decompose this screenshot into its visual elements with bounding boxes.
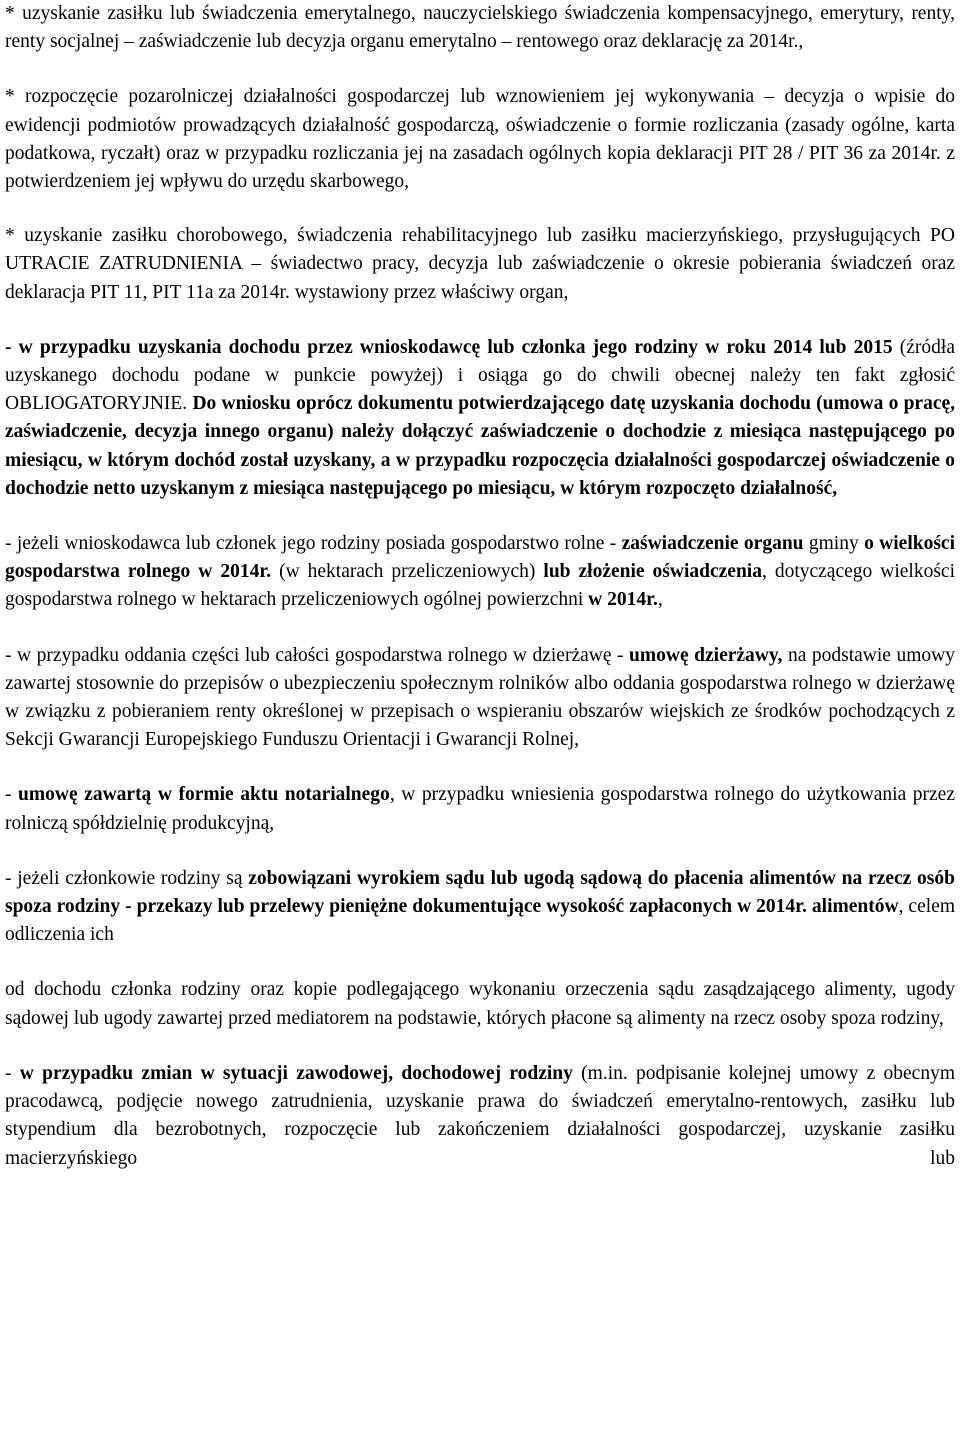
farm-text-1: - jeżeli wnioskodawca lub członek jego rodziny posiada gospodarstwo rolne - <box>5 533 622 555</box>
alimony-bold: zobowiązani wyrokiem sądu lub ugodą sądową do płacenia alimentów na rzecz osób spoza rodziny - przekazy lub przelewy pieniężne dokumentujące wysokość zapłaconych w 2014r. alimentów <box>5 867 955 918</box>
paragraph-sickness-benefit: * uzyskanie zasiłku chorobowego, świadczenia rehabilitacyjnego lub zasiłku macierzyńskiego, przysługujących PO UTRACIE ZATRUDNIENIA – świadectwo pracy, decyzja lub zaświadczenie o okresie pobierania świadczeń oraz deklaracja PIT 11, PIT 11a za 2014r. wystawiony przez właściwy organ, <box>5 225 955 303</box>
alimony-text-2: , celem odliczenia ich <box>5 896 955 946</box>
change-bold: w przypadku zmian w sytuacji zawodowej, dochodowej rodziny <box>19 1062 573 1084</box>
change-dash: - <box>5 1062 20 1084</box>
alimony-text-1: - jeżeli członkowie rodziny są <box>5 867 249 889</box>
notarial-text: , w przypadku wniesienia gospodarstwa rolnego do użytkowania przez rolniczą spółdzielnię produkcyjną, <box>5 784 955 834</box>
income-obtained-bold-intro: - w przypadku uzyskania dochodu przez wnioskodawcę lub członka jego rodziny w roku 2014 lub 2015 <box>5 336 893 358</box>
paragraph-pension-benefit: * uzyskanie zasiłku lub świadczenia emerytalnego, nauczycielskiego świadczenia kompensacyjnego, emerytury, renty, renty socjalnej – zaświadczenie lub decyzja organu emerytalno – rentowego oraz deklarację za 2014r., <box>5 3 955 53</box>
paragraph-lease <box>5 642 955 755</box>
lease-text-1: - w przypadku oddania części lub całości gospodarstwa rolnego w dzierżawę - <box>5 644 630 666</box>
farm-bold-2: o wielkości gospodarstwa rolnego w 2014r. <box>5 533 955 583</box>
farm-text-4: , dotyczącego wielkości gospodarstwa rolnego w hektarach przeliczeniowych ogólnej powierzchni <box>5 561 955 611</box>
income-obtained-note: (źródła uzyskanego dochodu podane w punkcie powyżej) i osiąga go do chwili obecnej należy ten fakt zgłosić OBLIOGATORYJNIE. <box>5 336 955 415</box>
farm-text-3: (w hektarach przeliczeniowych) <box>271 561 544 583</box>
farm-bold-4: w 2014r. <box>588 589 658 611</box>
notarial-dash: - <box>5 784 19 806</box>
paragraph-farm <box>5 530 955 615</box>
paragraph-alimony-deduction: od dochodu członka rodziny oraz kopie podlegającego wykonaniu orzeczenia sądu zasądzającego alimenty, ugody sądowej lub ugody zawartej przed mediatorem na podstawie, których płacone są alimenty na rzecz osoby spoza rodziny, <box>5 979 955 1029</box>
change-text: (m.in. podpisanie kolejnej umowy z obecnym pracodawcą, podjęcie nowego zatrudnienia, uzyskanie prawa do świadczeń emerytalno-rentowych, zasiłku lub stypendium dla bezrobotnych, rozpoczęcie lub zakończeniem działalności gospodarczej, uzyskanie zasiłku macierzyńskiego lub <box>5 1062 956 1169</box>
paragraph-income-obtained <box>5 334 955 503</box>
farm-text-2: gminy <box>803 533 865 555</box>
lease-bold: umowę dzierżawy, <box>629 644 783 666</box>
paragraph-business-activity: * rozpoczęcie pozarolniczej działalności gospodarczej lub wznowieniem jej wykonywania – decyzja o wpisie do ewidencji podmiotów prowadzących działalność gospodarczą, oświadczenie o formie rozliczania (zasady ogólne, karta podatkowa, ryczałt) oraz w przypadku rozliczania jej na zasadach ogólnych kopia deklaracji PIT 28 / PIT 36 za 2014r. z potwierdzeniem jej wpływu do urzędu skarbowego, <box>5 86 955 193</box>
farm-bold-3: lub złożenie oświadczenia <box>543 561 762 583</box>
notarial-bold: umowę zawartą w formie aktu notarialnego <box>18 784 390 806</box>
paragraph-notarial-deed <box>5 781 955 837</box>
farm-bold-1: zaświadczenie organu <box>621 533 804 555</box>
document-page <box>5 0 955 1173</box>
paragraph-alimony <box>5 865 955 950</box>
paragraph-situation-change <box>5 1060 955 1173</box>
lease-text-2: na podstawie umowy zawartej stosownie do przepisów o ubezpieczeniu społecznym rolników albo oddania gospodarstwa rolnego w dzierżawę w związku z pobieraniem renty określonej w przepisach o wspieraniu obszarów wiejskich ze środków pochodzących z Sekcji Gwarancji Europejskiego Funduszu Orientacji i Gwarancji Rolnej, <box>5 644 955 751</box>
farm-text-5: , <box>657 589 663 611</box>
income-obtained-bold-requirements: Do wniosku oprócz dokumentu potwierdzającego datę uzyskania dochodu (umowa o pracę, zaświadczenie, decyzja innego organu) należy dołączyć zaświadczenie o dochodzie z miesiąca następującego po miesiącu, w którym dochód został uzyskany, a w przypadku rozpoczęcia działalności gospodarczej oświadczenie o dochodzie netto uzyskanym z miesiąca następującego po miesiącu, w którym rozpoczęto działalność, <box>5 393 955 499</box>
